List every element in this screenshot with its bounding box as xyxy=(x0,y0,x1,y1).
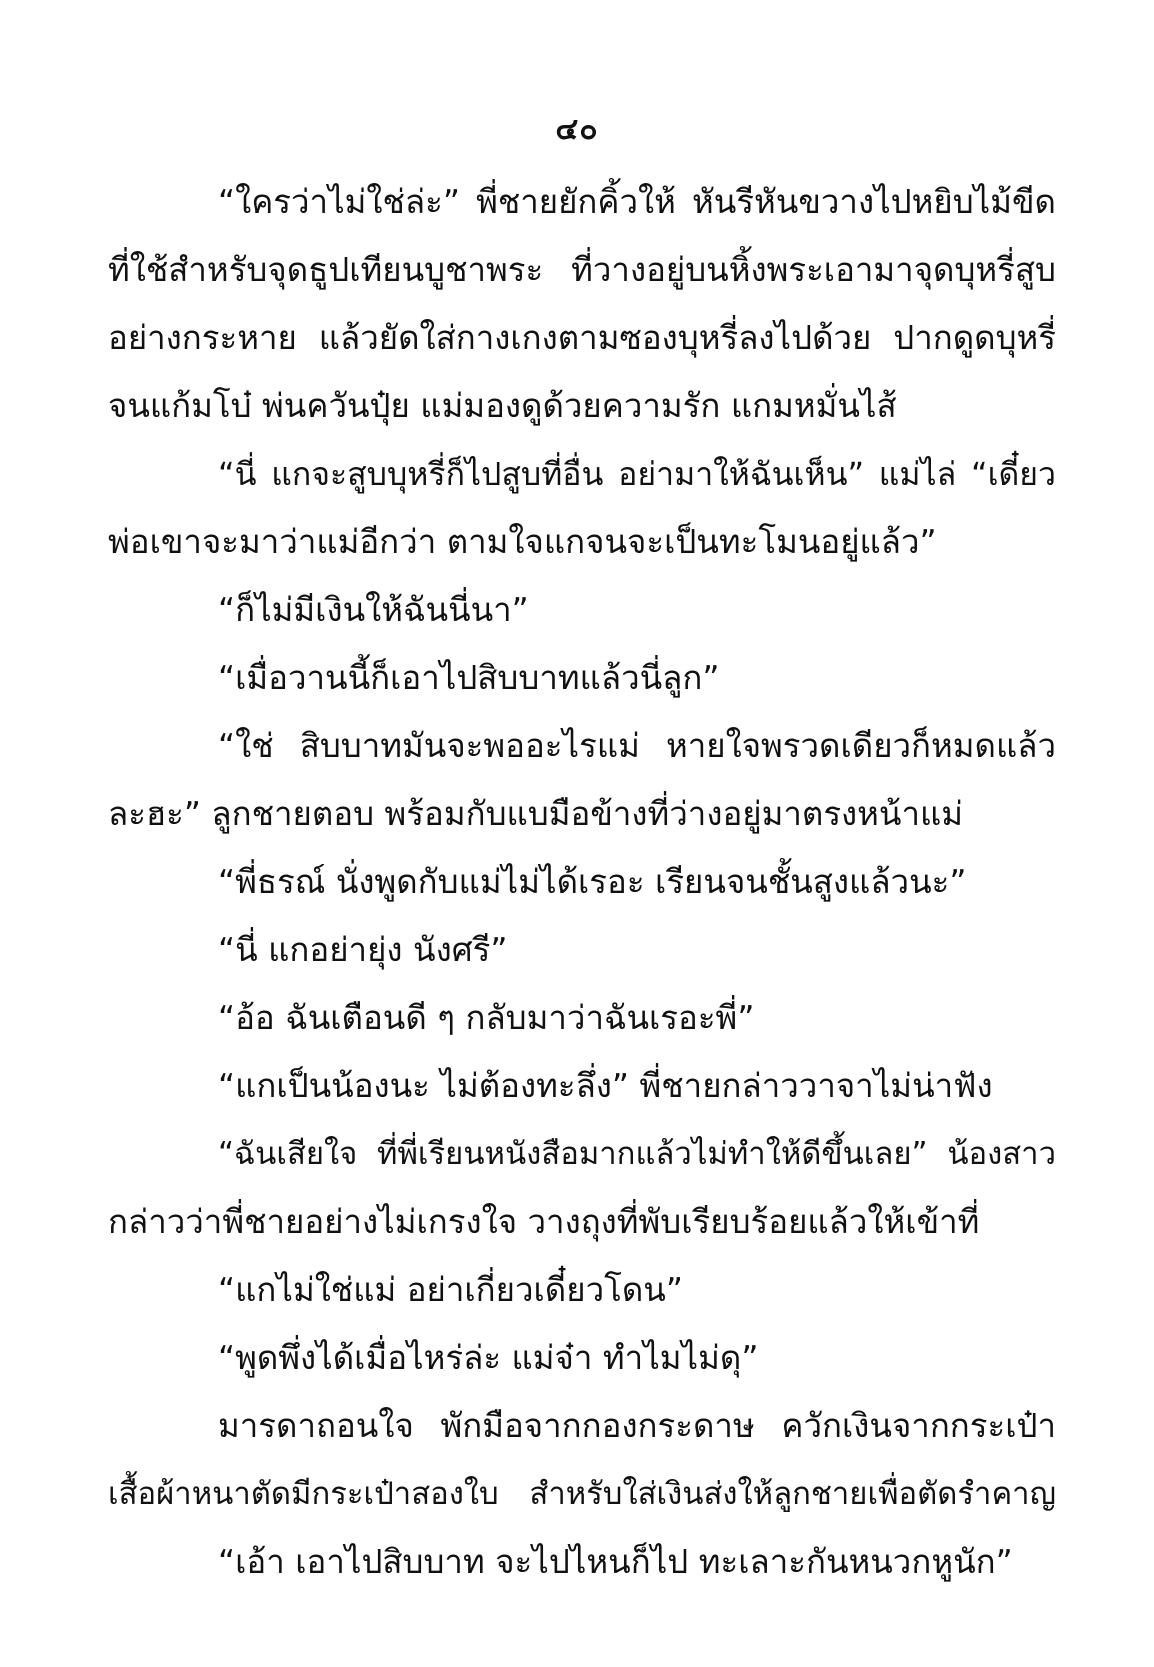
text-line: กล่าวว่าพี่ชายอย่างไม่เกรงใจ วางถุงที่พับเรียบร้อยแล้วให้เข้าที่ xyxy=(108,1202,980,1241)
text-line: “แกไม่ใช่แม่ อย่าเกี่ยวเดี๋ยวโดน” xyxy=(218,1270,683,1309)
text-line: “ก็ไม่มีเงินให้ฉันนี่นา” xyxy=(218,590,529,629)
page-number: ๔๐ xyxy=(555,112,599,147)
text-line: ที่ใช้สำหรับจุดธูปเทียนบูชาพระ ที่วางอยู่บนหิ้งพระเอามาจุดบุหรี่สูบ xyxy=(108,250,1056,289)
text-line: “ฉันเสียใจ ที่พี่เรียนหนังสือมากแล้วไม่ทำให้ดีขึ้นเลย” น้องสาว xyxy=(218,1136,1056,1172)
text-line: จนแก้มโบ๋ พ่นควันปุ๋ย แม่มองดูด้วยความรัก แกมหมั่นไส้ xyxy=(108,386,897,425)
text-line: ละฮะ” ลูกชายตอบ พร้อมกับแบมือข้างที่ว่างอยู่มาตรงหน้าแม่ xyxy=(108,794,964,833)
text-line: “นี่ แกอย่ายุ่ง นังศรี” xyxy=(218,930,508,969)
text-line: “นี่ แกจะสูบบุหรี่ก็ไปสูบที่อื่น อย่ามาให้ฉันเห็น” แม่ไล่ “เดี๋ยว xyxy=(218,455,1056,493)
text-line: “เมื่อวานนี้ก็เอาไปสิบบาทแล้วนี่ลูก” xyxy=(218,658,720,697)
text-line: มารดาถอนใจ พักมือจากกองกระดาษ ควักเงินจากกระเป๋า xyxy=(218,1406,1056,1445)
body-text xyxy=(108,168,1056,1596)
text-line: อย่างกระหาย แล้วยัดใส่กางเกงตามซองบุหรี่ลงไปด้วย ปากดูดบุหรี่ xyxy=(108,318,1056,357)
text-line: “อ้อ ฉันเตือนดี ๆ กลับมาว่าฉันเรอะพี่” xyxy=(218,998,755,1037)
text-line: พ่อเขาจะมาว่าแม่อีกว่า ตามใจแกจนจะเป็นทะโมนอยู่แล้ว” xyxy=(108,522,937,561)
text-line: “ใช่ สิบบาทมันจะพออะไรแม่ หายใจพรวดเดียวก็หมดแล้ว xyxy=(218,726,1056,765)
text-line: “ใครว่าไม่ใช่ล่ะ” พี่ชายยักคิ้วให้ หันรีหันขวางไปหยิบไม้ขีด xyxy=(218,182,1056,221)
text-line: “แกเป็นน้องนะ ไม่ต้องทะลึ่ง” พี่ชายกล่าววาจาไม่น่าฟัง xyxy=(218,1066,993,1105)
text-line: “พูดพึ่งได้เมื่อไหร่ล่ะ แม่จ๋า ทำไมไม่ดุ” xyxy=(218,1338,759,1377)
text-line: เสื้อผ้าหนาตัดมีกระเป๋าสองใบ สำหรับใส่เงินส่งให้ลูกชายเพื่อตัดรำคาญ xyxy=(108,1476,1056,1512)
text-line: “เอ้า เอาไปสิบบาท จะไปไหนก็ไป ทะเลาะกันหนวกหูนัก” xyxy=(218,1542,1013,1581)
text-line: “พี่ธรณ์ นั่งพูดกับแม่ไม่ได้เรอะ เรียนจนชั้นสูงแล้วนะ” xyxy=(218,862,967,901)
